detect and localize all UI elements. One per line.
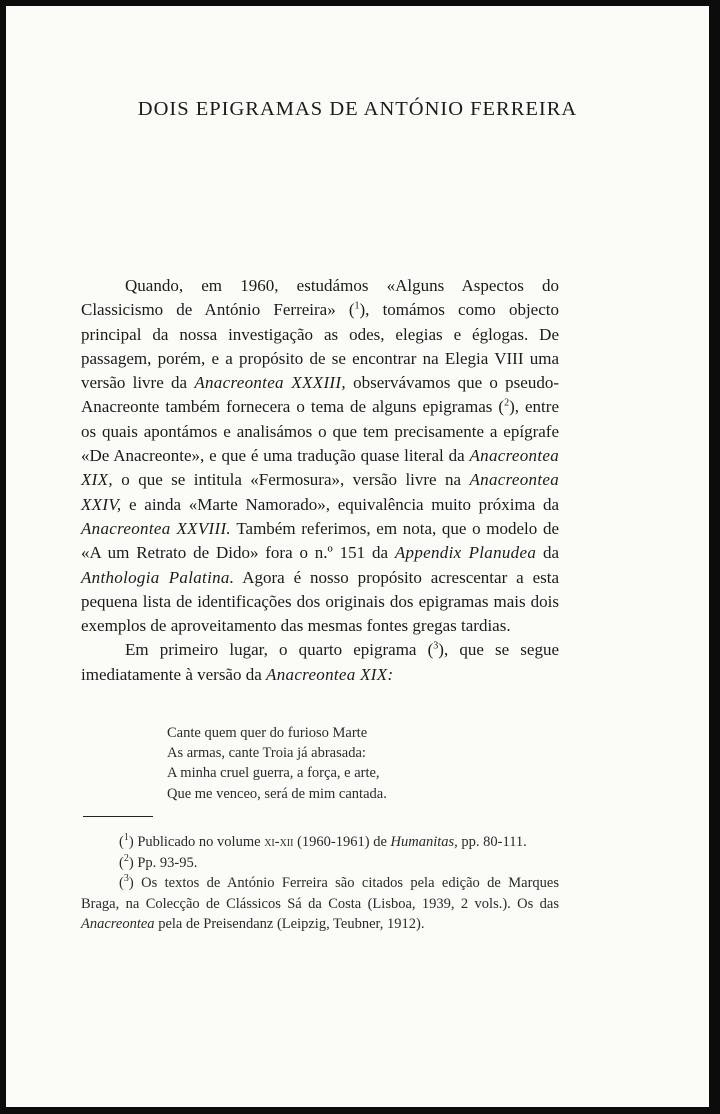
text-run: ), entre os quais apontámos e analisámos o que tem precisamente a epígrafe «De Anacreonte», e que é uma tradução quase literal da [81, 397, 559, 466]
text-run: Quando, em 1960, estudámos «Alguns Aspectos do Classicismo de António Ferreira» ( [81, 276, 559, 320]
footnote-ref-2[interactable]: 2 [504, 397, 510, 409]
body-text [81, 274, 559, 687]
text-run: ), tomámos como objecto principal da nossa investigação as odes, elegias e églogas. De passagem, porém, e a propósito de se encontrar na Elegia VIII uma versão livre da [81, 300, 559, 393]
text-run: Pp. 93-95. [133, 854, 198, 871]
poem-line: As armas, cante Troia já abrasada: [167, 745, 366, 762]
page-title: DOIS EPIGRAMAS DE ANTÓNIO FERREIRA [137, 98, 578, 120]
footnote-3: ($^3$) Os textos de António Ferreira são citados pela edição de Marques Braga, na Colecção de Clássicos Sá da Costa (Lisboa, 1939, 2 vols.). Os das Anacreontea pela de Preisendanz (Leipzig, Teubner, 1912). [81, 873, 559, 932]
footnote-2: ($^2$) Pp. 93-95. [119, 852, 198, 871]
footnote-ref-1[interactable]: 1 [354, 300, 360, 312]
poem-line: Cante quem quer do furioso Marte [167, 725, 368, 741]
text-run: pela de Preisendanz (Leipzig, Teubner, 1912). [154, 916, 425, 932]
text-run: Os textos de António Ferreira são citados pela edição de Marques Braga, na Colecção de Clássicos Sá da Costa (Lisboa, 1939, 2 vols.). Os das [81, 875, 559, 912]
text-run: e ainda «Marte Namorado», equivalência muito próxima da [121, 494, 559, 514]
footnote-number: 2 [123, 852, 129, 864]
italic-run: Anacreontea XXXIII, [194, 373, 346, 393]
footnotes [81, 832, 559, 935]
text-run: Em primeiro lugar, o quarto epigrama ( [125, 640, 434, 660]
italic-run: Anacreontea XIX: [266, 664, 394, 684]
italic-run: Appendix Planudea [394, 543, 537, 563]
text-run: (1960-1961) de [293, 834, 391, 850]
footnote-number: 1 [123, 832, 129, 844]
page [6, 6, 709, 1107]
text-run: o que se intitula «Fermosura», versão livre na [112, 470, 470, 490]
footnote-1: ($^1$) Publicado no volume xi-xii (1960-1961) de Humanitas, pp. 80-111. [119, 832, 527, 850]
text-run: da [536, 543, 559, 563]
italic-run: Anacreontea XXVIII. [81, 518, 231, 538]
paragraph-1 [81, 274, 559, 638]
text-run: observávamos que o pseudo-Anacreonte também fornecera o tema de alguns epigramas ( [81, 373, 559, 417]
italic-run: Anacreontea [81, 916, 155, 932]
italic-run: Anthologia Palatina. [81, 567, 235, 587]
italic-run: Anacreontea XIX, [81, 446, 559, 490]
text-run: Publicado no volume [133, 834, 265, 850]
poem-line: Que me venceo, será de mim cantada. [167, 785, 387, 802]
footnote-divider [83, 816, 153, 817]
poem-quote [167, 723, 387, 804]
paragraph-2 [81, 638, 559, 687]
text-run: pp. 80-111. [457, 834, 527, 850]
text-run: Também referimos, em nota, que o modelo de «A um Retrato de Dido» fora o n.º 151 da [81, 518, 559, 563]
poem-line: A minha cruel guerra, a força, e arte, [167, 765, 380, 782]
italic-run: Humanitas, [390, 834, 458, 850]
footnote-ref-3[interactable]: 3 [433, 640, 439, 652]
footnote-number: 3 [123, 873, 129, 885]
text-run: Agora é nosso propósito acrescentar a esta pequena lista de identificações dos originais dos epigramas mais dois exemplos de aproveitamento das mesmas fontes gregas tardias. [81, 567, 559, 636]
italic-run: Anacreontea XXIV, [81, 470, 559, 514]
text-run: ), que se segue imediatamente à versão da [81, 640, 560, 684]
small-caps-run: xi-xii [264, 834, 294, 850]
